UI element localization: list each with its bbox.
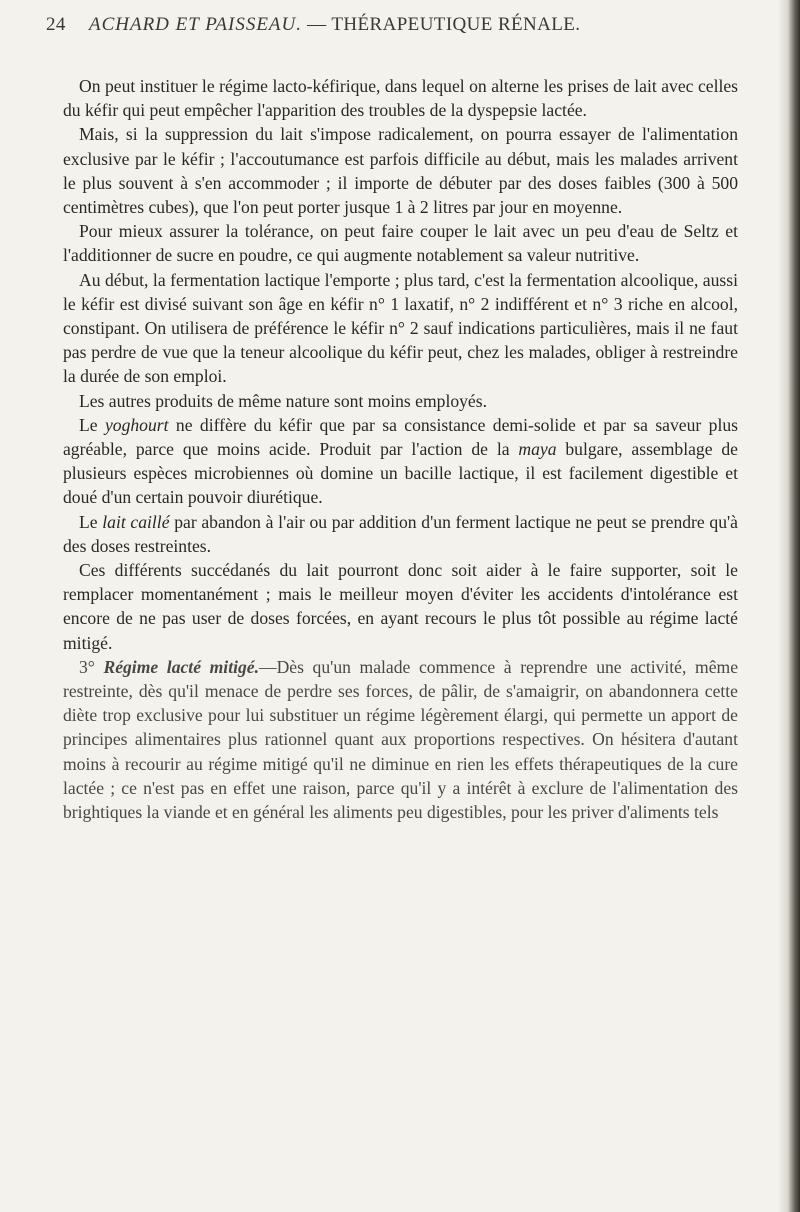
paragraph-succedanes: Ces différents succédanés du lait pourront donc soit aider à le faire supporter, soit le remplacer momentanément ; mais le meilleur moyen d'éviter les accidents d'intolérance est encore de ne pas user de doses forcées, en ayant recours le plus tôt possible au régime lacté mitigé. — [63, 560, 738, 653]
yoghourt-term: yoghourt — [104, 414, 169, 435]
paragraph-alimentation-kefir: Mais, si la suppression du lait s'impose radicalement, on pourra essayer de l'alimentation exclusive par le kéfir ; l'accoutumance est parfois difficile au début, mais les malades arrivent le plus souvent à s'en accommoder ; il importe de débuter par des doses faibles (300 à 500 centimètres cubes), que l'on peut porter jusque 1 à 2 litres par jour en moyenne. — [63, 124, 738, 218]
section-heading: Régime lacté mitigé. — [103, 656, 259, 677]
body-text — [63, 74, 738, 824]
yoghourt-text-after: bulgare, assemblage de plusieurs espèces microbiennes où domine un bacille lactique, il est facilement digestible et doué d'un certain pouvoir diurétique. — [63, 439, 738, 508]
running-head-authors: ACHARD ET PAISSEAU. — [88, 14, 303, 35]
running-head — [46, 14, 746, 36]
running-head-separator: — — [307, 14, 327, 35]
running-head-title: THÉRAPEUTIQUE RÉNALE. — [331, 14, 581, 35]
paragraph-autres-produits: Les autres produits de même nature sont moins employés. — [79, 390, 487, 411]
section-dash: — — [258, 656, 277, 677]
lait-caille-text-before: Le — [79, 511, 103, 532]
lait-caille-text-after: par abandon à l'air ou par addition d'un ferment lactique ne peut se prendre qu'à des doses restreintes. — [63, 511, 738, 556]
lait-caille-term: lait caillé — [102, 511, 170, 532]
paragraph-yoghourt — [63, 413, 738, 510]
page-edge-shadow — [778, 0, 800, 1212]
yoghourt-text-before: Le — [79, 414, 105, 435]
paragraph-tolerance: Pour mieux assurer la tolérance, on peut faire couper le lait avec un peu d'eau de Seltz et l'additionner de sucre en poudre, ce qui augmente notablement sa valeur nutritive. — [63, 221, 738, 266]
page-number: 24 — [46, 14, 66, 35]
yoghourt-text-middle: ne diffère du kéfir que par sa consistance demi-solide et par sa saveur plus agréable, parce que moins acide. Produit par l'action de la — [63, 414, 738, 460]
section-number: 3° — [79, 656, 95, 677]
paragraph-regime-mitige — [63, 655, 738, 824]
section-body: Dès qu'un malade commence à reprendre une activité, même restreinte, dès qu'il menace de perdre ses forces, de pâlir, de s'amaigrir, on abandonnera cette diète trop exclusive pour lui substituer un régime légèrement élargi, qui permette un apport de principes alimentaires plus rationnel quant aux proportions respectives. On hésitera d'autant moins à recourir au régime mitigé qu'il ne diminue en rien les effets thérapeutiques de la cure lactée ; ce n'est pas en effet une raison, parce qu'il y a intérêt à exclure de l'alimentation des brightiques la viande et en général les aliments peu digestibles, pour les priver d'aliments tels — [63, 656, 738, 823]
paragraph-fermentation: Au début, la fermentation lactique l'emporte ; plus tard, c'est la fermentation alcoolique, aussi le kéfir est divisé suivant son âge en kéfir n° 1 laxatif, n° 2 indifférent et n° 3 riche en alcool, constipant. On utilisera de préférence le kéfir n° 2 sauf indications particulières, mais il ne faut pas perdre de vue que la teneur alcoolique du kéfir peut, chez les malades, obliger à restreindre la durée de son emploi. — [63, 269, 738, 387]
maya-term: maya — [518, 439, 557, 460]
paragraph-lait-caille — [63, 510, 738, 558]
paragraph-lacto-kefirique: On peut instituer le régime lacto-kéfirique, dans lequel on alterne les prises de lait avec celles du kéfir qui peut empêcher l'apparition des troubles de la dyspepsie lactée. — [63, 76, 738, 121]
